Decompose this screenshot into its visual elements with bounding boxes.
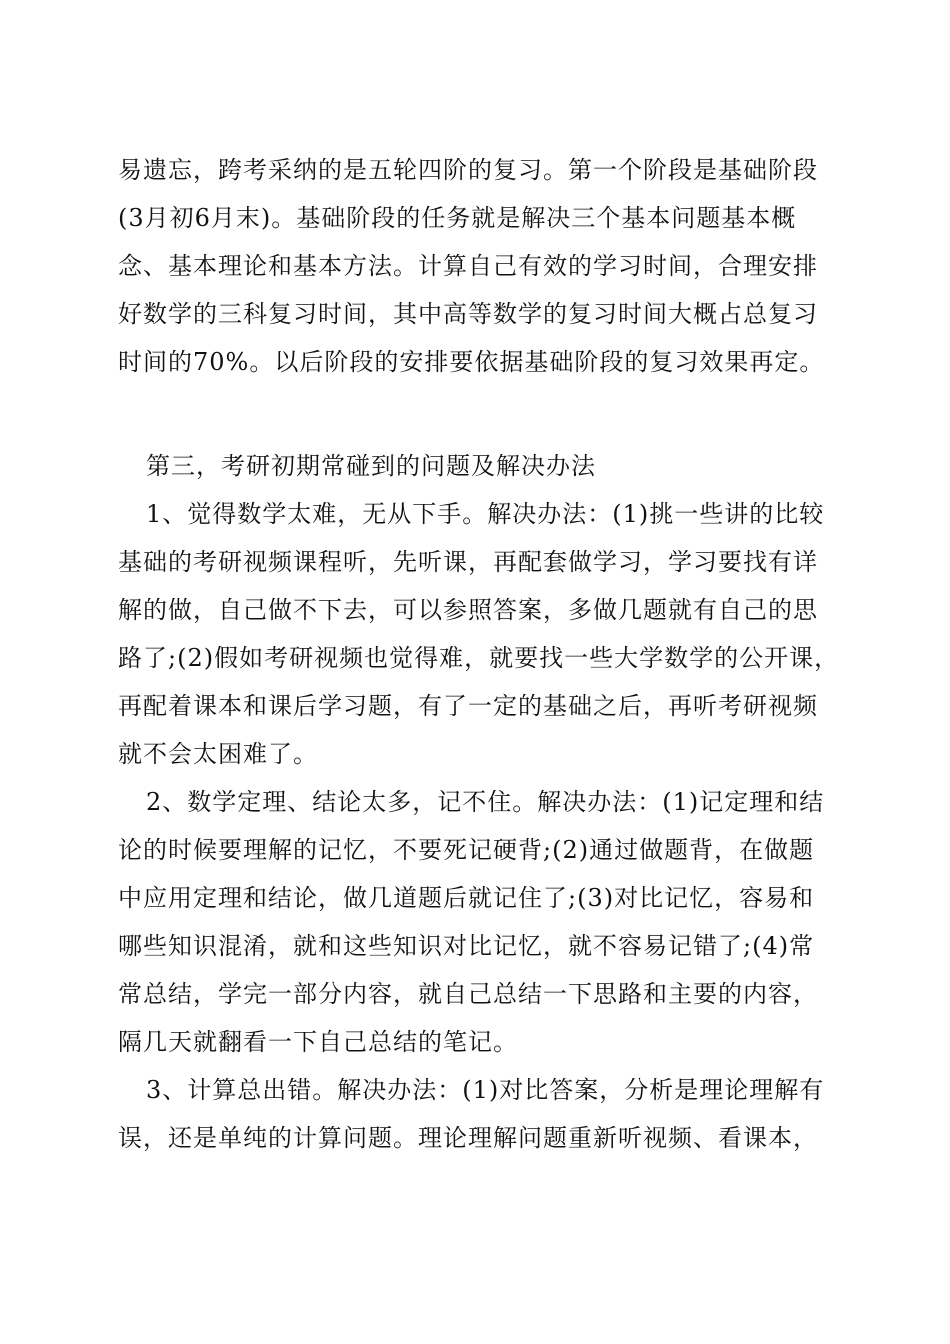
item1-line-5: 再配着课本和课后学习题，有了一定的基础之后，再听考研视频 [118, 692, 818, 720]
item2-line-2: 论的时候要理解的记忆，不要死记硬背;(2)通过做题背，在做题 [118, 836, 815, 864]
intro-line-1: 易遗忘，跨考采纳的是五轮四阶的复习。第一个阶段是基础阶段 [118, 156, 818, 184]
intro-line-3: 念、基本理论和基本方法。计算自己有效的学习时间，合理安排 [118, 252, 818, 280]
problem-list [118, 490, 838, 1162]
intro-line-5: 时间的70%。以后阶段的安排要依据基础阶段的复习效果再定。 [118, 348, 825, 376]
problem-item-3 [118, 1066, 838, 1162]
item2-line-3: 中应用定理和结论，做几道题后就记住了;(3)对比记忆，容易和 [118, 884, 815, 912]
item1-line-2: 基础的考研视频课程听，先听课，再配套做学习，学习要找有详 [118, 548, 818, 576]
item1-line-4: 路了;(2)假如考研视频也觉得难，就要找一些大学数学的公开课， [118, 644, 840, 672]
item2-line-6: 隔几天就翻看一下自己总结的笔记。 [118, 1028, 518, 1056]
intro-paragraph [118, 146, 838, 386]
problem-item-1 [118, 490, 838, 778]
item1-line-3: 解的做，自己做不下去，可以参照答案，多做几题就有自己的思 [118, 596, 818, 624]
item2-line-1: 2、数学定理、结论太多，记不住。解决办法：(1)记定理和结 [146, 788, 825, 816]
intro-line-4: 好数学的三科复习时间，其中高等数学的复习时间大概占总复习 [118, 300, 818, 328]
intro-line-2: (3月初6月末)。基础阶段的任务就是解决三个基本问题基本概 [118, 204, 797, 232]
item2-line-5: 常总结，学完一部分内容，就自己总结一下思路和主要的内容， [118, 980, 818, 1008]
problem-item-2 [118, 778, 838, 1066]
item1-line-1: 1、觉得数学太难，无从下手。解决办法：(1)挑一些讲的比较 [146, 500, 825, 528]
section-heading-text: 第三，考研初期常碰到的问题及解决办法 [146, 452, 596, 480]
item2-line-4: 哪些知识混淆，就和这些知识对比记忆，就不容易记错了;(4)常 [118, 932, 815, 960]
item3-line-1: 3、计算总出错。解决办法：(1)对比答案，分析是理论理解有 [146, 1076, 825, 1104]
item3-line-2: 误，还是单纯的计算问题。理论理解问题重新听视频、看课本， [118, 1124, 818, 1152]
item1-line-6: 就不会太困难了。 [118, 740, 318, 768]
section-heading [118, 442, 838, 490]
